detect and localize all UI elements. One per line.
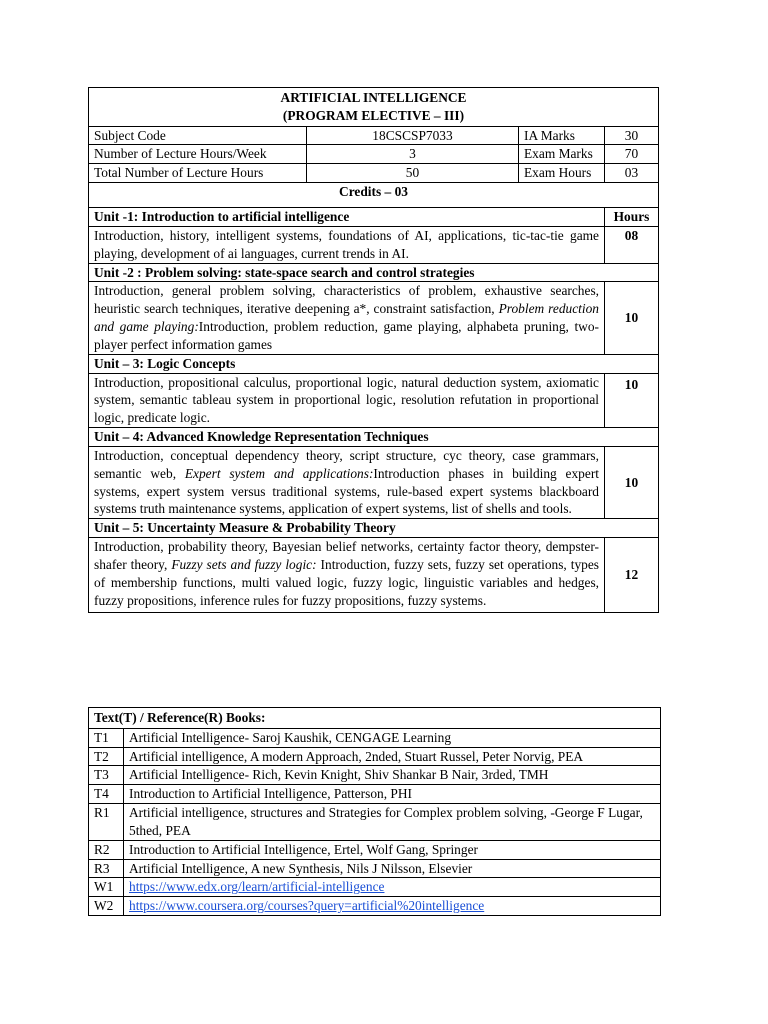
- unit-content: [89, 538, 605, 613]
- hours-header: Hours: [605, 208, 659, 227]
- info-value: 50: [307, 164, 519, 183]
- book-code: R3: [89, 859, 124, 878]
- books-header-row: [89, 708, 661, 729]
- unit-content-emphasis: Expert system and applications:: [184, 465, 374, 481]
- book-row: [89, 804, 661, 841]
- book-text: Introduction to Artificial Intelligence, Ertel, Wolf Gang, Springer: [124, 840, 661, 859]
- unit-content-row: [89, 282, 659, 354]
- book-text: Artificial intelligence, structures and Strategies for Complex problem solving, -George F Lugar, 5thed, PEA: [124, 804, 661, 841]
- book-row: [89, 878, 661, 897]
- unit-content-text: Introduction, fuzzy sets, fuzzy set operations, types of membership functions, multi valued logic, fuzzy logic, linguistic variables and hedges, fuzzy propositions, inference rules for fuzzy propositions, fuzzy systems.: [94, 556, 599, 608]
- syllabus-table: [88, 87, 659, 613]
- book-row: [89, 747, 661, 766]
- info-row: [89, 126, 659, 145]
- coursera-link[interactable]: https://www.coursera.org/courses?query=artificial%20intelligence: [129, 898, 485, 914]
- info-row: [89, 145, 659, 164]
- unit-hours: 10: [605, 446, 659, 518]
- course-title-row: [89, 88, 659, 127]
- info-label: Total Number of Lecture Hours: [89, 164, 307, 183]
- info-label2: Exam Marks: [519, 145, 605, 164]
- book-code: T3: [89, 766, 124, 785]
- unit-content-row: [89, 538, 659, 613]
- unit-hours: 08: [605, 226, 659, 263]
- book-code: R1: [89, 804, 124, 841]
- unit-title: Unit – 5: Uncertainty Measure & Probability Theory: [89, 519, 659, 538]
- unit-header-row: [89, 208, 659, 227]
- unit-content-row: [89, 226, 659, 263]
- unit-content-text: Introduction, conceptual dependency theory, script structure, cyc theory, case grammars, semantic web,: [94, 447, 599, 481]
- course-subtitle: (PROGRAM ELECTIVE – III): [282, 107, 465, 123]
- book-text: Artificial intelligence, A modern Approach, 2nded, Stuart Russel, Peter Norvig, PEA: [124, 747, 661, 766]
- unit-header-row: [89, 519, 659, 538]
- unit-title: Unit – 3: Logic Concepts: [89, 354, 659, 373]
- unit-content-text: Introduction, problem reduction, game playing, alphabeta pruning, two-player perfect information games: [94, 319, 599, 352]
- book-code: T2: [89, 747, 124, 766]
- unit-content: [89, 282, 605, 354]
- unit-content-text: Introduction, probability theory, Bayesian belief networks, certainty factor theory, dempster-shafer theory,: [94, 539, 599, 572]
- books-table: [88, 707, 661, 916]
- unit-hours: 10: [605, 282, 659, 354]
- book-code: R2: [89, 840, 124, 859]
- book-row: [89, 840, 661, 859]
- unit-title: Unit -1: Introduction to artificial intelligence: [89, 208, 605, 227]
- book-text: Artificial Intelligence- Rich, Kevin Knight, Shiv Shankar B Nair, 3rded, TMH: [124, 766, 661, 785]
- course-title-cell: [89, 88, 659, 127]
- book-text: Introduction to Artificial Intelligence, Patterson, PHI: [124, 785, 661, 804]
- info-row: [89, 164, 659, 183]
- info-value: 3: [307, 145, 519, 164]
- book-row: [89, 785, 661, 804]
- unit-content: Introduction, history, intelligent systems, foundations of AI, applications, tic-tac-tie game playing, development of ai languages, current trends in AI.: [89, 226, 605, 263]
- unit-content: Introduction, propositional calculus, proportional logic, natural deduction system, axiomatic system, semantic tableau system in proportional logic, resolution refutation in proportional logic, predicate logic.: [89, 373, 605, 427]
- book-row: [89, 766, 661, 785]
- unit-header-row: [89, 263, 659, 282]
- info-value2: 03: [605, 164, 659, 183]
- unit-hours: 10: [605, 373, 659, 427]
- unit-hours: 12: [605, 538, 659, 613]
- unit-title: Unit -2 : Problem solving: state-space search and control strategies: [89, 263, 659, 282]
- credits-row: [89, 183, 659, 208]
- book-code: T1: [89, 728, 124, 747]
- unit-content-text: Introduction, general problem solving, characteristics of problem, exhaustive searches, heuristic search techniques, iterative deepening a*, constraint satisfaction,: [94, 283, 599, 317]
- unit-content-emphasis: Fuzzy sets and fuzzy logic:: [171, 556, 317, 572]
- unit-content: [89, 446, 605, 518]
- unit-header-row: [89, 354, 659, 373]
- edx-link[interactable]: https://www.edx.org/learn/artificial-intelligence: [129, 879, 385, 895]
- info-label: Number of Lecture Hours/Week: [89, 145, 307, 164]
- book-code: T4: [89, 785, 124, 804]
- book-text: Artificial Intelligence- Saroj Kaushik, CENGAGE Learning: [124, 728, 661, 747]
- course-title: ARTIFICIAL INTELLIGENCE: [280, 90, 467, 105]
- info-value2: 70: [605, 145, 659, 164]
- unit-content-row: [89, 373, 659, 427]
- info-value: 18CSCSP7033: [307, 126, 519, 145]
- book-row: [89, 897, 661, 916]
- book-row: [89, 859, 661, 878]
- web-link-cell: [124, 878, 661, 897]
- credits-label: Credits – 03: [89, 183, 659, 208]
- book-code: W1: [89, 878, 124, 897]
- info-value2: 30: [605, 126, 659, 145]
- info-label2: Exam Hours: [519, 164, 605, 183]
- book-row: [89, 728, 661, 747]
- book-code: W2: [89, 897, 124, 916]
- unit-title: Unit – 4: Advanced Knowledge Representation Techniques: [89, 428, 659, 447]
- info-label2: IA Marks: [519, 126, 605, 145]
- unit-content-row: [89, 446, 659, 518]
- unit-content-text: Introduction phases in building expert systems, expert system versus traditional systems, rule-based expert systems blackboard systems truth maintenance systems, application of expert systems, list of shells and tools.: [94, 465, 600, 517]
- web-link-cell: [124, 897, 661, 916]
- book-text: Artificial Intelligence, A new Synthesis, Nils J Nilsson, Elsevier: [124, 859, 661, 878]
- info-label: Subject Code: [89, 126, 307, 145]
- books-header: Text(T) / Reference(R) Books:: [89, 708, 661, 729]
- unit-header-row: [89, 428, 659, 447]
- unit-content-emphasis: Problem reduction and game playing:: [94, 301, 599, 335]
